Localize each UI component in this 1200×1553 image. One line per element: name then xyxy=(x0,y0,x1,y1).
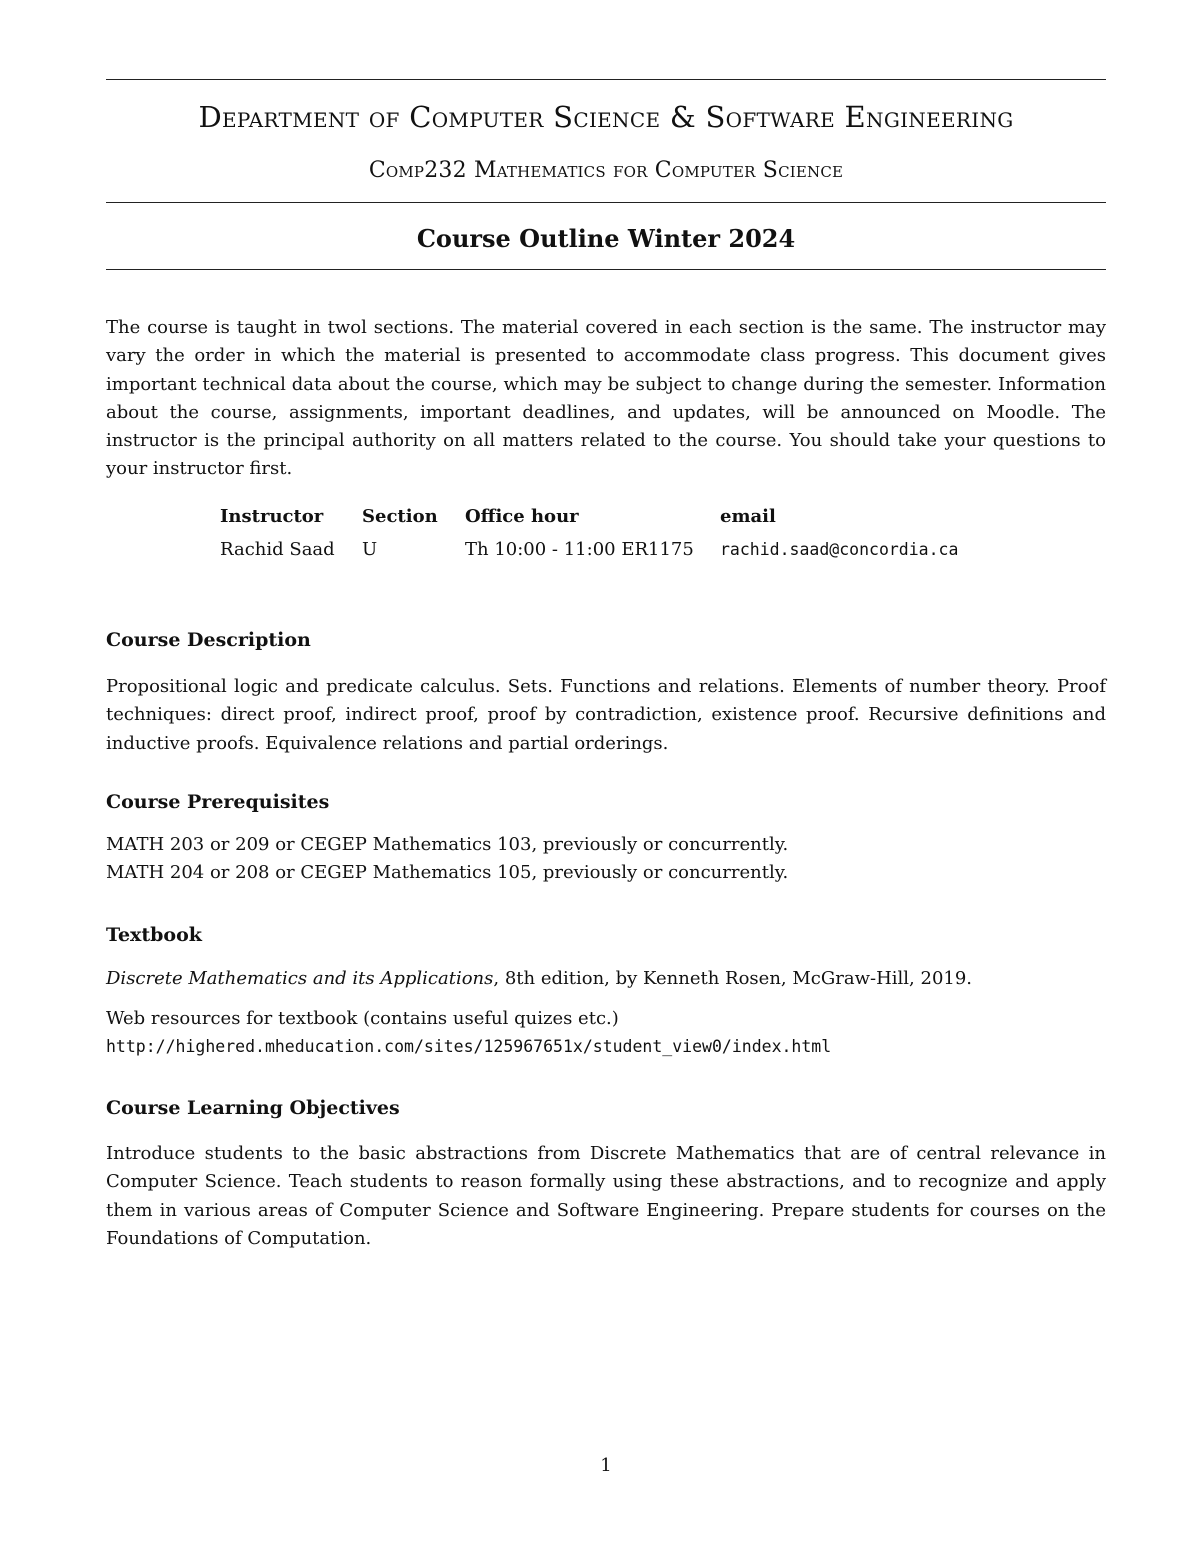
course-title: Comp232 Mathematics for Computer Science xyxy=(368,158,844,183)
textbook-title: Discrete Mathematics and its Applications xyxy=(106,968,494,989)
department-title: Department of Computer Science & Software Engineering xyxy=(198,100,1014,134)
table-cell-email[interactable]: rachid.saad@concordia.ca xyxy=(720,540,959,559)
outline-title: Course Outline Winter 2024 xyxy=(416,224,796,253)
description-paragraph: Propositional logic and predicate calculus. Sets. Functions and relations. Elements of number theory. Proof techniques: direct proof, indirect proof, proof by contradiction, existence proof. Recursive definitions and inductive proofs. Equivalence relations and partial orderings. xyxy=(106,676,1106,754)
textbook-url-link[interactable]: http://highered.mheducation.com/sites/125967651x/student_view0/index.html xyxy=(106,1037,832,1056)
textbook-citation xyxy=(106,968,972,989)
textbook-details: , 8th edition, by Kenneth Rosen, McGraw-Hill, 2019. xyxy=(493,968,973,989)
section-heading-objectives: Course Learning Objectives xyxy=(106,1097,400,1119)
table-cell-office-hour: Th 10:00 - 11:00 ER1175 xyxy=(465,539,694,560)
top-rule xyxy=(106,79,1106,80)
prerequisite-line: MATH 204 or 208 or CEGEP Mathematics 105, previously or concurrently. xyxy=(106,862,789,883)
outline-rule xyxy=(106,269,1106,270)
section-heading-prerequisites: Course Prerequisites xyxy=(106,791,330,813)
section-heading-textbook: Textbook xyxy=(106,924,202,946)
section-heading-description: Course Description xyxy=(106,629,311,651)
intro-paragraph: The course is taught in twol sections. The material covered in each section is the same. The instructor may vary the order in which the material is presented to accommodate class progress. This document gives important technical data about the course, which may be subject to change during the semester. Information about the course, assignments, important deadlines, and updates, will be announced on Moodle. The instructor is the principal authority on all matters related to the course. You should take your questions to your instructor first. xyxy=(106,317,1106,480)
objectives-paragraph: Introduce students to the basic abstractions from Discrete Mathematics that are of central relevance in Computer Science. Teach students to reason formally using these abstractions, and to recognize and apply them in various areas of Computer Science and Software Engineering. Prepare students for courses on the Foundations of Computation. xyxy=(106,1143,1106,1249)
prerequisite-line: MATH 203 or 209 or CEGEP Mathematics 103, previously or concurrently. xyxy=(106,834,789,855)
table-cell-instructor: Rachid Saad xyxy=(220,539,335,560)
table-cell-section: U xyxy=(362,539,378,560)
page-number: 1 xyxy=(600,1455,612,1476)
table-header-office-hour: Office hour xyxy=(465,506,579,527)
table-header-section: Section xyxy=(362,506,438,527)
web-resources-label: Web resources for textbook (contains useful quizes etc.) xyxy=(106,1008,619,1029)
table-header-instructor: Instructor xyxy=(220,506,324,527)
table-header-email: email xyxy=(720,506,776,527)
header-rule xyxy=(106,202,1106,203)
